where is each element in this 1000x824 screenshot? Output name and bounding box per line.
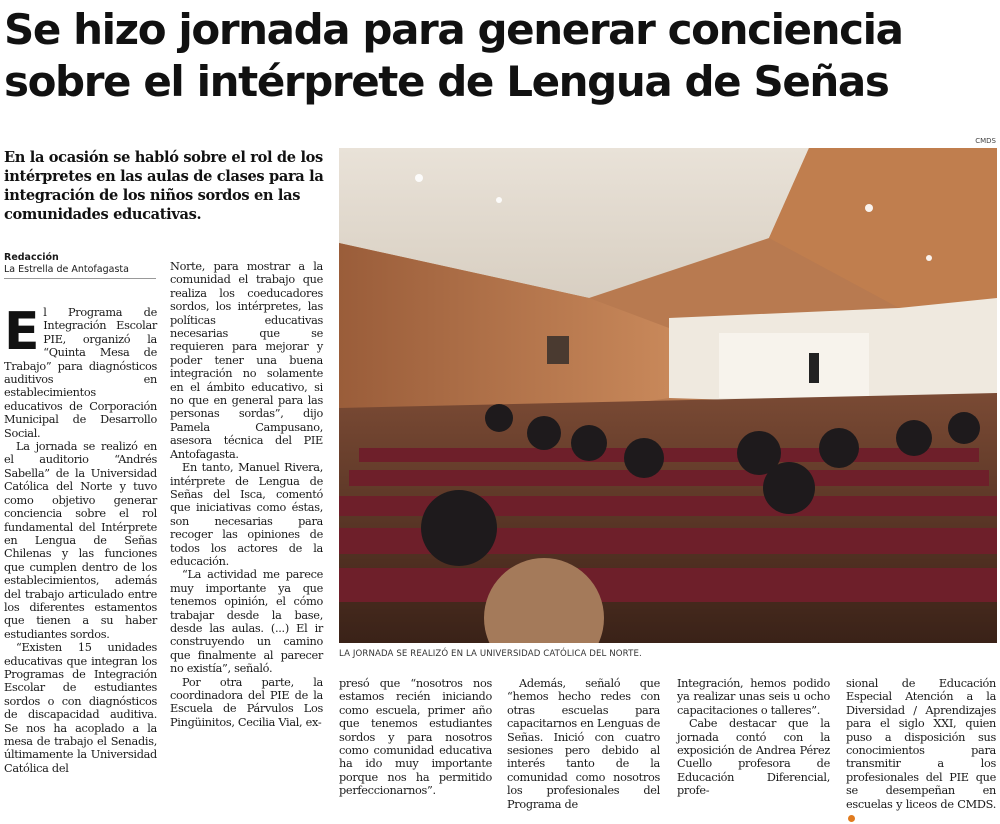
article-photo bbox=[339, 148, 997, 643]
headline bbox=[4, 4, 996, 108]
article-paragraph: En tanto, Manuel Rivera, intérprete de Lengua de Señas del Isca, comentó que iniciativas como éstas, son necesarias para recoger las opiniones de todos los actores de la educación. bbox=[170, 461, 323, 568]
auditorium-photo-illustration bbox=[339, 148, 997, 643]
article-paragraph: Cabe destacar que la jornada contó con la exposición de Andrea Pérez Cuello profesora de Educación Diferencial, profe- bbox=[677, 717, 830, 798]
article-column-1 bbox=[4, 302, 157, 775]
article-paragraph: presó que “nosotros nos estamos recién iniciando como escuela, primer año que tenemos estudiantes sordos y para nosotros como comunidad educativa ha ido muy importante porque nos ha permitido perfeccionarnos”. bbox=[339, 677, 492, 798]
article-column-2 bbox=[170, 260, 323, 729]
article-paragraph bbox=[4, 302, 157, 440]
article-paragraph: Por otra parte, la coordinadora del PIE de la Escuela de Párvulos Los Pingüinitos, Cecilia Vial, ex- bbox=[170, 675, 323, 729]
article-column-4 bbox=[507, 677, 660, 811]
article-paragraph: Además, señaló que “hemos hecho redes con otras escuelas para capacitarnos en Lenguas de Señas. Inició con cuatro sesiones pero debido al interés tanto de la comunidad como nosotros los profesionales del Programa de bbox=[507, 677, 660, 811]
article-paragraph: Norte, para mostrar a la comunidad el trabajo que realiza los coeducadores sordos, los intérpretes, las políticas educativas necesarias que se requieren para mejorar y poder tener una buena integración no solamente en el ámbito educativo, si no que en general para las personas sordas”, dijo Pamela Campusano, asesora técnica del PIE Antofagasta. bbox=[170, 260, 323, 461]
byline-paper: La Estrella de Antofagasta bbox=[4, 264, 129, 275]
article-column-5 bbox=[677, 677, 830, 798]
article-column-3 bbox=[339, 677, 492, 798]
article-paragraph bbox=[846, 677, 996, 824]
article-paragraph: “La actividad me parece muy importante ya que tenemos opinión, el cómo trabajar desde la base, desde las aulas. (...) El ir construyendo un camino que finalmente al parecer no existía”, señaló. bbox=[170, 568, 323, 676]
photo-credit: CMDS bbox=[975, 137, 996, 145]
paragraph-text: l Programa de Integración Escolar PIE, organizó la “Quinta Mesa de Trabajo” para diagnósticos auditivos en establecimientos educativos de Corporación Municipal de Desarrollo Social. bbox=[4, 306, 157, 440]
byline bbox=[4, 252, 156, 279]
article-paragraph: “Existen 15 unidades educativas que integran los Programas de Integración Escolar de estudiantes sordos o con diagnósticos de discapacidad auditiva. Se nos ha acoplado a la mesa de trabajo el Senadis, últimamente la Universidad Católica del bbox=[4, 641, 157, 775]
headline-line-1: Se hizo jornada para generar conciencia bbox=[4, 5, 903, 54]
headline-line-2: sobre el intérprete de Lengua de Señas bbox=[4, 57, 889, 106]
article-column-6 bbox=[846, 677, 996, 824]
photo-caption: LA JORNADA SE REALIZÓ EN LA UNIVERSIDAD CATÓLICA DEL NORTE. bbox=[339, 649, 642, 659]
article-paragraph: Integración, hemos podido ya realizar unas seis u ocho capacitaciones o talleres”. bbox=[677, 677, 830, 717]
article-paragraph: La jornada se realizó en el auditorio “Andrés Sabella” de la Universidad Católica del Norte y tuvo como objetivo generar conciencia sobre el rol fundamental del Intérprete en Lengua de Señas Chilenas y las funciones que cumplen dentro de los establecimientos, además del trabajo articulado entre los diferentes estamentos que tienen a su haber estudiantes sordos. bbox=[4, 440, 157, 641]
end-mark-icon bbox=[848, 815, 855, 822]
paragraph-text: sional de Educación Especial Atención a la Diversidad / Aprendizajes para el siglo XXI, quien puso a disposición sus conocimientos para transmitir a los profesionales del PIE que se desempeñan en escuelas y liceos de CMDS. bbox=[846, 677, 996, 811]
byline-author: Redacción bbox=[4, 252, 59, 263]
deck: En la ocasión se habló sobre el rol de los intérpretes en las aulas de clases para la integración de los niños sordos en las comunidades educativas. bbox=[4, 149, 324, 223]
drop-cap: E bbox=[4, 302, 40, 362]
